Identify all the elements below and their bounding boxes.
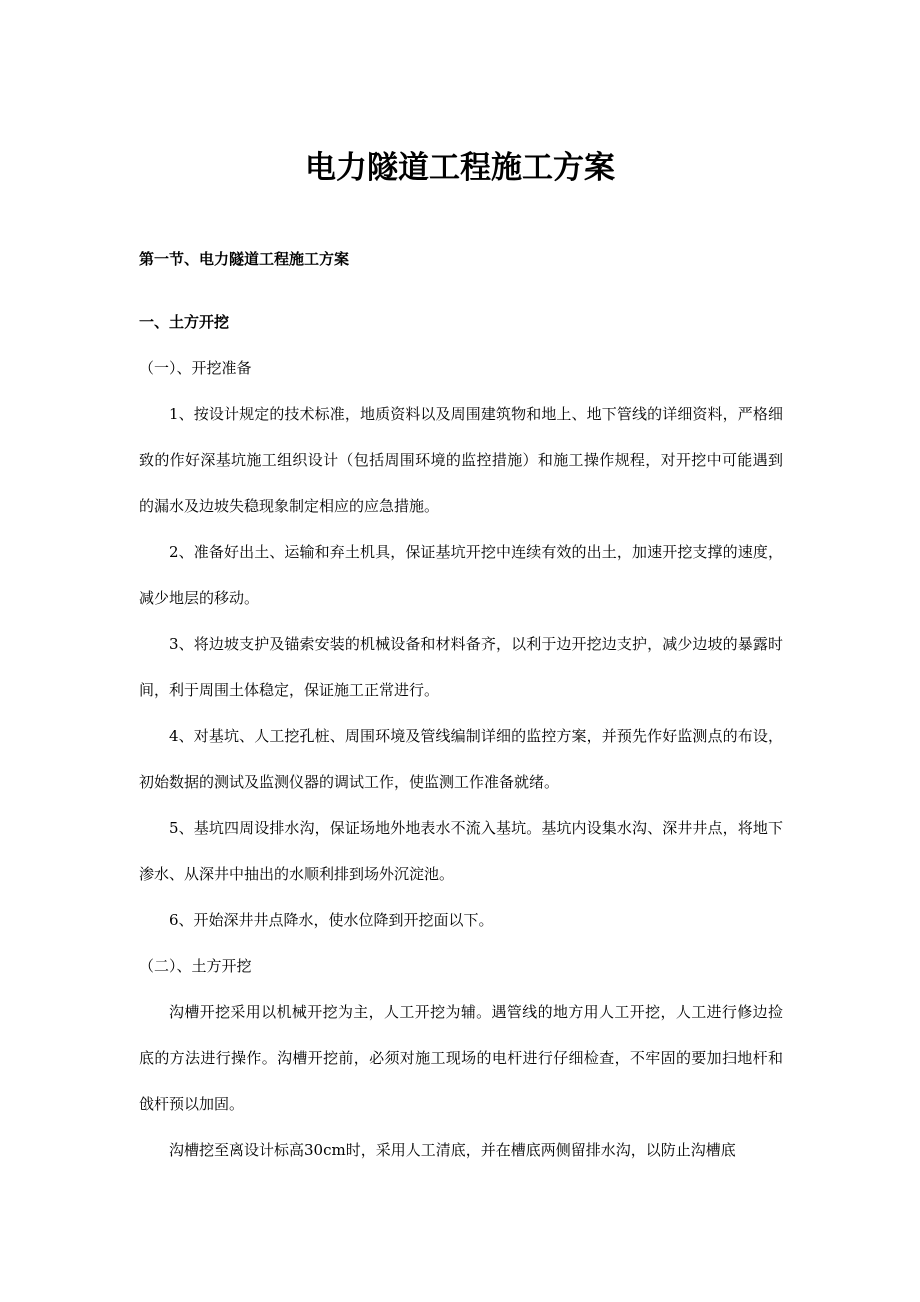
section-title: 第一节、电力隧道工程施工方案 bbox=[139, 250, 350, 268]
document-title: 电力隧道工程施工方案 bbox=[305, 150, 615, 186]
paragraph: 沟槽开挖采用以机械开挖为主，人工开挖为辅。遇管线的地方用人工开挖，人工进行修边捡底的方法进行操作。沟槽开挖前，必须对施工现场的电杆进行仔细检查，不牢固的要加扫地杆和戗杆预以加固。 bbox=[139, 1003, 783, 1113]
subsection-heading: （二）、土方开挖 bbox=[139, 957, 252, 975]
paragraph: 2、准备好出土、运输和弃土机具，保证基坑开挖中连续有效的出土，加速开挖支撑的速度，减少地层的移动。 bbox=[139, 543, 783, 607]
subsection-heading: （一）、开挖准备 bbox=[139, 359, 252, 377]
paragraph: 5、基坑四周设排水沟，保证场地外地表水不流入基坑。基坑内设集水沟、深井井点，将地下渗水、从深井中抽出的水顺利排到场外沉淀池。 bbox=[139, 819, 783, 883]
part-title: 一、土方开挖 bbox=[139, 313, 230, 331]
paragraph: 4、对基坑、人工挖孔桩、周围环境及管线编制详细的监控方案，并预先作好监测点的布设，初始数据的测试及监测仪器的调试工作，使监测工作准备就绪。 bbox=[139, 727, 783, 791]
document-body bbox=[139, 236, 783, 1173]
heading-spacer bbox=[139, 282, 783, 299]
subsection-earthwork-excavation bbox=[139, 943, 783, 1173]
paragraph: 沟槽挖至离设计标高30cm时，采用人工清底，并在槽底两侧留排水沟，以防止沟槽底 bbox=[169, 1141, 736, 1159]
subsection-excavation-prep bbox=[139, 345, 783, 943]
paragraph: 3、将边坡支护及锚索安装的机械设备和材料备齐，以利于边开挖边支护，减少边坡的暴露时间，利于周围土体稳定，保证施工正常进行。 bbox=[139, 635, 783, 699]
paragraph: 1、按设计规定的技术标准，地质资料以及周围建筑物和地上、地下管线的详细资料，严格细致的作好深基坑施工组织设计（包括周围环境的监控措施）和施工操作规程，对开挖中可能遇到的漏水及边坡失稳现象制定相应的应急措施。 bbox=[139, 405, 783, 515]
paragraph: 6、开始深井井点降水，使水位降到开挖面以下。 bbox=[169, 911, 494, 929]
